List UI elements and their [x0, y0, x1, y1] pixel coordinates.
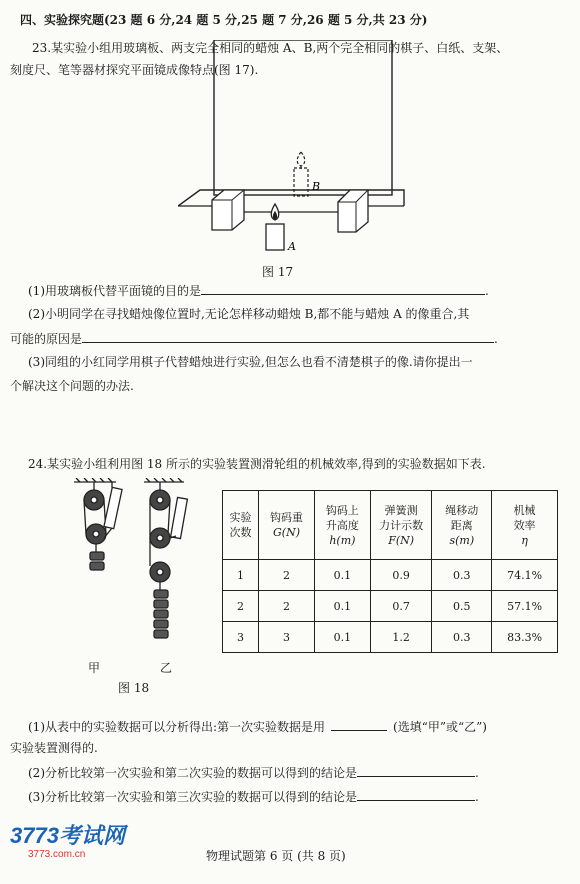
table-header-cell: [432, 491, 492, 560]
table-header-text: 弹簧测: [384, 503, 418, 517]
table-row: [223, 622, 558, 653]
label-b: B: [312, 180, 321, 193]
q24-part1: [28, 718, 487, 735]
q24-part2-text: (2)分析比较第一次实验和第二次实验的数据可以得到的结论是: [28, 766, 358, 780]
candle-a: [266, 204, 284, 250]
answer-blank-q24-2[interactable]: [357, 764, 475, 777]
figure-17-mirror-setup: [178, 40, 418, 270]
experiment-data-table: [222, 490, 558, 653]
logo-url: 3773.com.cn: [28, 849, 86, 860]
table-cell: 0.1: [314, 560, 370, 591]
q23-stem-line1: 23.某实验小组用玻璃板、两支完全相同的蜡烛 A、B,两个完全相同的棋子、白纸、支架、: [32, 41, 509, 55]
table-cell: 0.3: [432, 622, 492, 653]
label-yi: 乙: [160, 661, 173, 675]
q24-part1-hint: (选填“甲”或“乙”): [393, 720, 487, 734]
table-cell: 3: [259, 622, 315, 653]
table-cell: 2: [223, 591, 259, 622]
q24-part1-text: (1)从表中的实验数据可以分析得出:第一次实验数据是用: [28, 720, 326, 734]
table-cell: 83.3%: [492, 622, 558, 653]
table-cell: 0.1: [314, 591, 370, 622]
table-header-text: η: [521, 533, 528, 547]
pulley-setup-jia: [84, 482, 122, 570]
table-header-row: [223, 491, 558, 560]
q24-part3-text: (3)分析比较第一次实验和第三次实验的数据可以得到的结论是: [28, 790, 358, 804]
table-header-text: h(m): [329, 533, 356, 547]
q23-part1-text: (1)用玻璃板代替平面镜的目的是: [28, 284, 201, 298]
table-cell: 3: [223, 622, 259, 653]
table-header-text: F(N): [388, 533, 415, 547]
table-header-cell: [223, 491, 259, 560]
q23-part2-line1: (2)小明同学在寻找蜡烛像位置时,无论怎样移动蜡烛 B,都不能与蜡烛 A 的像重合,其: [28, 307, 470, 321]
table-header-text: 实验: [229, 511, 252, 524]
q24-part2: (2)分析比较第一次实验和第二次实验的数据可以得到的结论是 .: [28, 766, 479, 780]
table-row: [223, 591, 558, 622]
table-header-text: 力计示数: [379, 518, 424, 532]
table-header-text: 升高度: [325, 518, 359, 532]
table-header-text: 绳移动: [445, 503, 479, 517]
q23-part2-line2: 可能的原因是: [10, 332, 83, 346]
figure-18-caption: 图 18: [118, 681, 150, 695]
table-cell: 74.1%: [492, 560, 558, 591]
table-header-text: G(N): [273, 526, 300, 539]
q23-part2-line2-wrap: 可能的原因是 .: [10, 332, 498, 346]
table-cell: 1.2: [370, 622, 432, 653]
q23-part1: (1)用玻璃板代替平面镜的目的是 .: [28, 284, 489, 298]
table-header-text: s(m): [449, 533, 475, 547]
table-header-cell: [314, 491, 370, 560]
label-jia: 甲: [88, 661, 101, 675]
q23-part3-line1: (3)同组的小红同学用棋子代替蜡烛进行实验,但怎么也看不清楚棋子的像.请你提出一: [28, 355, 473, 369]
table-cell: 0.7: [370, 591, 432, 622]
left-support: [212, 190, 244, 230]
glass-plate: [214, 40, 392, 195]
table-cell: 57.1%: [492, 591, 558, 622]
table-header-text: 效率: [513, 518, 536, 532]
table-header-text: 距离: [450, 518, 473, 532]
table-header-text: 钩码重: [270, 511, 303, 524]
table-cell: 1: [223, 560, 259, 591]
q24-part3: (3)分析比较第一次实验和第三次实验的数据可以得到的结论是 .: [28, 790, 479, 804]
answer-blank-q23-2[interactable]: [82, 330, 494, 343]
right-support: [338, 190, 368, 232]
label-a: A: [288, 240, 296, 253]
answer-blank-q23-1[interactable]: [201, 282, 485, 295]
answer-blank-q24-1[interactable]: [331, 718, 387, 731]
table-header-text: 次数: [229, 526, 252, 539]
table-cell: 0.5: [432, 591, 492, 622]
q23-part3-line2: 个解决这个问题的办法.: [10, 379, 134, 393]
answer-blank-q24-3[interactable]: [357, 788, 475, 801]
table-header-text: 钩码上: [325, 503, 359, 517]
table-header-cell: [492, 491, 558, 560]
table-cell: 0.3: [432, 560, 492, 591]
q24-part1-line2: 实验装置测得的.: [10, 741, 98, 755]
q23-stem-line2: 刻度尺、笔等器材探究平面镜成像特点(图 17).: [10, 63, 259, 77]
pulley-setup-yi: [150, 482, 187, 638]
table-cell: 2: [259, 591, 315, 622]
table-cell: 0.9: [370, 560, 432, 591]
table-header-cell: [370, 491, 432, 560]
section-title: 四、实验探究题(23 题 6 分,24 题 5 分,25 题 7 分,26 题 5 分,共 23 分): [20, 13, 428, 27]
table-cell: 0.1: [314, 622, 370, 653]
site-logo: [10, 824, 125, 862]
logo-text: 3773考试网: [10, 823, 125, 848]
figure-18-pulleys: [60, 478, 210, 678]
table-header-cell: [259, 491, 315, 560]
figure-17-caption: 图 17: [262, 265, 294, 279]
page-footer: 物理试题第 6 页 (共 8 页): [206, 849, 346, 863]
table-header-text: 机械: [513, 503, 536, 517]
q24-stem: 24.某实验小组利用图 18 所示的实验装置测滑轮组的机械效率,得到的实验数据如下表.: [28, 457, 486, 471]
table-row: [223, 560, 558, 591]
table-cell: 2: [259, 560, 315, 591]
